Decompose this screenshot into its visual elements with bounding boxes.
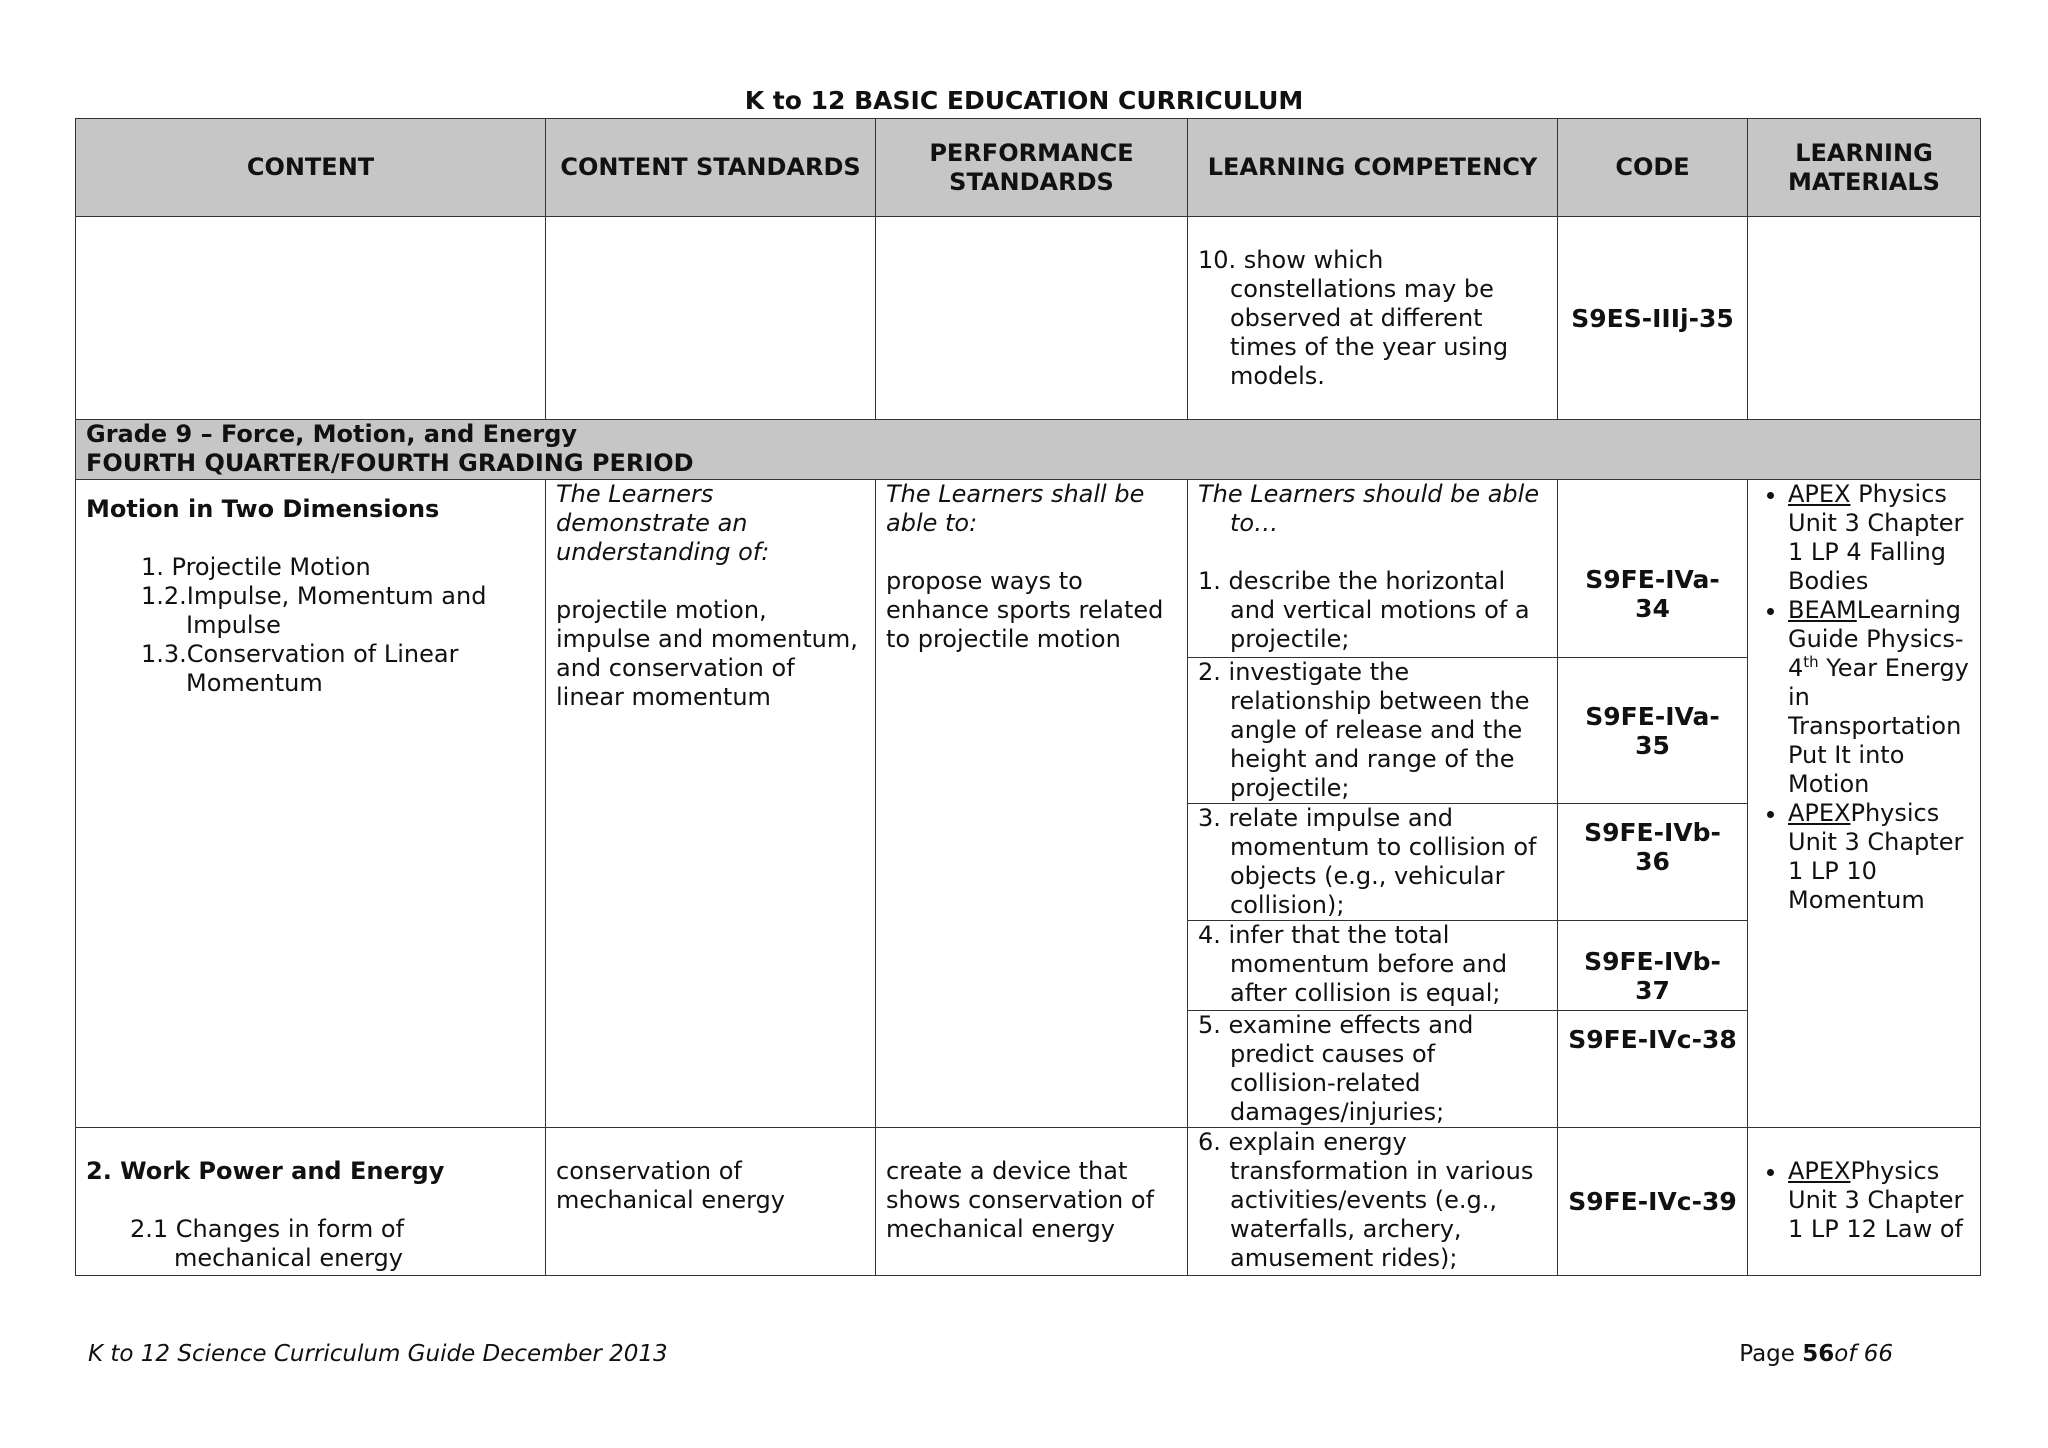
competency-code: S9FE-IVa-35 [1558, 658, 1748, 804]
competency-text: 3. relate impulse and momentum to collision of objects (e.g., vehicular collision); [1198, 804, 1537, 919]
cs-text: projectile motion, impulse and momentum, and conservation of linear momentum [556, 596, 858, 711]
header-performance-standards: PERFORMANCE STANDARDS [876, 119, 1188, 217]
competency-text: 6. explain energy transformation in various activities/events (e.g., waterfalls, archery, amusement rides); [1198, 1128, 1534, 1272]
competency-text: 1. describe the horizontal and vertical motions of a projectile; [1198, 567, 1530, 653]
material-link[interactable]: APEX [1788, 1157, 1851, 1185]
material-item: • APEX Physics Unit 3 Chapter 1 LP 4 Falling Bodies [1788, 480, 1970, 596]
competency-code: S9FE-IVc-38 [1558, 1011, 1748, 1128]
header-code: CODE [1558, 119, 1748, 217]
competency-code: S9FE-IVb-37 [1558, 921, 1748, 1011]
content-item: 2.1 Changes in form of mechanical energy [130, 1215, 405, 1272]
content-standards-cell [546, 480, 876, 1128]
competency-text: 10. show which constellations may be observed at different times of the year using models. [1198, 245, 1509, 390]
material-item: • BEAMLearning Guide Physics- 4th Year Energy in Transportation Put It into Motion [1788, 596, 1970, 799]
header-row [76, 119, 1981, 217]
competency-code: S9FE-IVb-36 [1558, 804, 1748, 921]
header-learning-competency: LEARNING COMPETENCY [1188, 119, 1558, 217]
material-link[interactable]: BEAM [1788, 596, 1857, 624]
content-title: 2. Work Power and Energy [86, 1157, 445, 1185]
learning-materials-cell [1748, 1128, 1981, 1276]
content-item: 1.2.Impulse, Momentum and Impulse [141, 582, 487, 639]
competency-code: S9FE-IVc-39 [1558, 1128, 1748, 1276]
cs-intro: The Learners demonstrate an understanding of: [556, 480, 770, 566]
competency-text: 5. examine effects and predict causes of collision-related damages/injuries; [1198, 1011, 1474, 1126]
material-item: • APEXPhysics Unit 3 Chapter 1 LP 12 Law of [1788, 1157, 1970, 1244]
competency-code: S9FE-IVa-34 [1558, 480, 1748, 658]
band-line-1: Grade 9 – Force, Motion, and Energy [86, 420, 578, 448]
curriculum-table [75, 118, 1981, 1276]
competency-text: 2. investigate the relationship between the angle of release and the height and range of the projectile; [1198, 658, 1530, 802]
content-cell [76, 480, 546, 1128]
content-item: 1. Projectile Motion [141, 553, 371, 581]
competency-text: 4. infer that the total momentum before and after collision is equal; [1198, 921, 1508, 1007]
material-link[interactable]: APEX [1788, 480, 1851, 508]
document-title: K to 12 BASIC EDUCATION CURRICULUM [744, 86, 1304, 115]
material-link[interactable]: APEX [1788, 799, 1851, 827]
table-row [76, 480, 1981, 658]
performance-standards-cell [876, 480, 1188, 1128]
band-line-2: FOURTH QUARTER/FOURTH GRADING PERIOD [86, 449, 694, 477]
footer-guide-title: K to 12 Science Curriculum Guide December 2013 [88, 1341, 668, 1367]
table-row [76, 217, 1981, 420]
ps-text: create a device that shows conservation of mechanical energy [886, 1157, 1155, 1243]
content-standards-cell [546, 1128, 876, 1276]
ps-text: propose ways to enhance sports related to projectile motion [886, 567, 1164, 653]
lc-intro: The Learners should be able to… [1198, 480, 1540, 537]
materials-list [1758, 480, 1970, 915]
materials-list [1758, 1157, 1970, 1244]
competency-code: S9ES-IIIj-35 [1558, 217, 1748, 420]
header-content-standards: CONTENT STANDARDS [546, 119, 876, 217]
content-title: Motion in Two Dimensions [86, 495, 440, 523]
table-row [76, 1128, 1981, 1276]
footer-page-number: Page 56of 66 [1739, 1341, 1893, 1367]
header-content: CONTENT [76, 119, 546, 217]
content-cell [76, 1128, 546, 1276]
grade-band-row [76, 420, 1981, 480]
performance-standards-cell [876, 1128, 1188, 1276]
ps-intro: The Learners shall be able to: [886, 480, 1145, 537]
header-learning-materials: LEARNING MATERIALS [1748, 119, 1981, 217]
learning-materials-cell [1748, 480, 1981, 1128]
material-item: • APEXPhysics Unit 3 Chapter 1 LP 10 Momentum [1788, 799, 1970, 915]
cs-text: conservation of mechanical energy [556, 1157, 785, 1214]
content-item: 1.3.Conservation of Linear Momentum [141, 640, 459, 697]
